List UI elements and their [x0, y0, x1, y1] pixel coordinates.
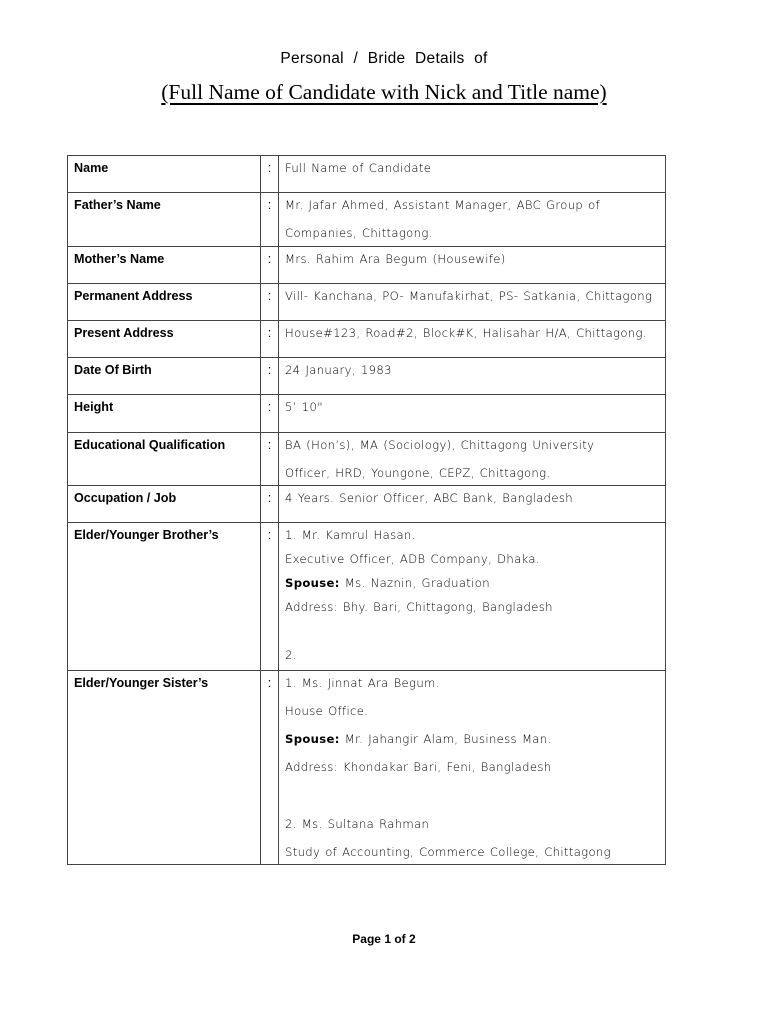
row-colon: :: [261, 523, 279, 671]
page-number: Page 1 of 2: [352, 932, 416, 946]
table-row: [68, 433, 666, 486]
row-label: Elder/Younger Brother’s: [68, 523, 261, 671]
row-label: Mother’s Name: [68, 247, 261, 284]
row-value: 5’ 10": [279, 395, 666, 433]
row-value: BA (Hon’s), MA (Sociology), Chittagong University Officer, HRD, Youngone, CEPZ, Chittagong.: [279, 433, 666, 486]
row-colon: :: [261, 247, 279, 284]
table-row: [68, 284, 666, 321]
row-label: Present Address: [68, 321, 261, 358]
row-colon: :: [261, 284, 279, 321]
row-label: Height: [68, 395, 261, 433]
table-row: [68, 358, 666, 395]
row-label: Permanent Address: [68, 284, 261, 321]
table-row: [68, 156, 666, 193]
table-row: [68, 523, 666, 671]
table-row: [68, 321, 666, 358]
row-value: 1. Mr. Kamrul Hasan. Executive Officer, ADB Company, Dhaka. Spouse: Ms. Naznin, Graduation Address: Bhy. Bari, Chittagong, Bangladesh 2.: [279, 523, 666, 671]
row-label: Father’s Name: [68, 193, 261, 247]
row-colon: :: [261, 321, 279, 358]
row-value: 24 January, 1983: [279, 358, 666, 395]
row-colon: :: [261, 193, 279, 247]
table-row: [68, 193, 666, 247]
row-value: Mrs. Rahim Ara Begum (Housewife): [279, 247, 666, 284]
table-row: [68, 671, 666, 865]
spouse-label: Spouse:: [285, 732, 340, 746]
row-label: Educational Qualification: [68, 433, 261, 486]
row-value: Vill- Kanchana, PO- Manufakirhat, PS- Satkania, Chittagong: [279, 284, 666, 321]
row-label: Occupation / Job: [68, 486, 261, 523]
row-value: 1. Ms. Jinnat Ara Begum. House Office. Spouse: Mr. Jahangir Alam, Business Man. Address: Khondakar Bari, Feni, Bangladesh 2. Ms. Sultana Rahman Study of Accounting, Commerce College, Chittagong: [279, 671, 666, 865]
document-title: Personal / Bride Details of: [280, 50, 488, 67]
table-row: [68, 486, 666, 523]
document-subtitle: (Full Name of Candidate with Nick and Title name): [161, 80, 607, 104]
row-label: Name: [68, 156, 261, 193]
row-colon: :: [261, 395, 279, 433]
row-colon: :: [261, 358, 279, 395]
row-value: Full Name of Candidate: [279, 156, 666, 193]
spouse-label: Spouse:: [285, 576, 340, 590]
row-colon: :: [261, 156, 279, 193]
details-table: [67, 155, 666, 865]
table-row: [68, 395, 666, 433]
row-label: Date Of Birth: [68, 358, 261, 395]
row-value: Mr. Jafar Ahmed, Assistant Manager, ABC Group of Companies, Chittagong.: [279, 193, 666, 247]
row-colon: :: [261, 486, 279, 523]
row-label: Elder/Younger Sister’s: [68, 671, 261, 865]
row-value: House#123, Road#2, Block#K, Halisahar H/A, Chittagong.: [279, 321, 666, 358]
row-colon: :: [261, 671, 279, 865]
row-value: 4 Years. Senior Officer, ABC Bank, Bangladesh: [279, 486, 666, 523]
row-colon: :: [261, 433, 279, 486]
table-row: [68, 247, 666, 284]
